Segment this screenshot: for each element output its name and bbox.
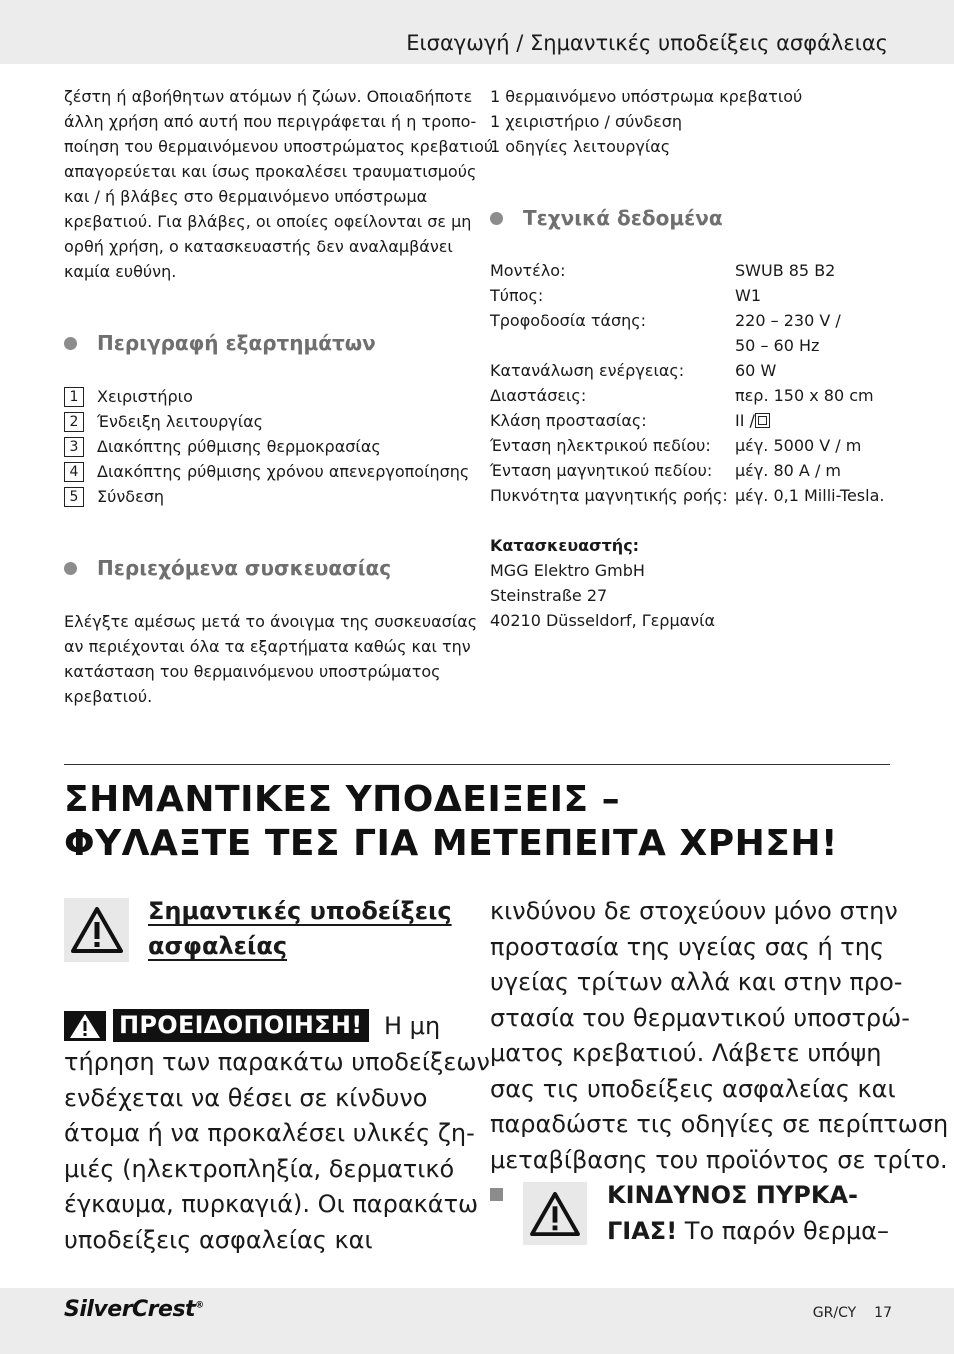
heading-line: ασφαλείας [148, 932, 288, 960]
text-line: Ελέγξτε αμέσως μετά το άνοιγμα της συσκευασίας [64, 612, 478, 631]
warning-text-start: Η μη [384, 1012, 441, 1040]
text-line: Steinstraße 27 [490, 586, 608, 605]
contents-list [490, 84, 802, 159]
text-line: άτομα ή να προκαλέσει υλικές ζη- [64, 1119, 475, 1147]
text-line: σας τις υποδείξεις ασφαλείας και [490, 1074, 896, 1103]
text-line: κατάσταση του θερμαινόμενου υποστρώματος [64, 662, 441, 681]
spec-key: Πυκνότητα μαγνητικής ροής: [490, 486, 728, 505]
spec-row [490, 458, 884, 483]
text-line: ματος κρεβατιού. Λάβετε υπόψη [490, 1039, 882, 1067]
country-code: GR/CY [812, 1305, 857, 1321]
package-paragraph [64, 609, 477, 709]
section-heading-package [64, 556, 391, 580]
part-label: Σύνδεση [97, 487, 165, 506]
section-heading-parts [64, 331, 376, 355]
text-line: άλλη χρήση από αυτή που περιγράφεται ή η τροπο- [64, 112, 477, 131]
spec-key: Τύπος: [490, 286, 544, 305]
text-line: ενδέχεται να θέσει σε κίνδυνο [64, 1083, 428, 1112]
warning-triangle-icon [529, 1191, 581, 1237]
fire-warning-text [607, 1178, 889, 1249]
text-line: παραδώστε τις οδηγίες σε περίπτωση [490, 1110, 949, 1138]
text-line: έγκαυμα, πυρκαγιά). Οι παρακάτω [64, 1190, 479, 1218]
spec-row [490, 283, 884, 308]
part-number-box: 2 [64, 412, 84, 432]
text-line: κρεβατιού. Για βλάβες, οι οποίες οφείλονται σε μη [64, 212, 472, 231]
warning-triangle-icon [70, 906, 124, 954]
list-item: 1 χειριστήριο / σύνδεση [490, 112, 683, 131]
warning-box [64, 898, 129, 962]
fire-warning-box [523, 1182, 587, 1245]
fire-warning-title: ΓΙΑΣ! [607, 1216, 678, 1245]
warning-triangle-icon [67, 1012, 103, 1040]
text-line: υγείας τρίτων αλλά και στην προ- [490, 968, 903, 996]
part-label: Διακόπτης ρύθμισης θερμοκρασίας [97, 437, 381, 456]
text-line: κινδύνου δε στοχεύουν μόνο στην [490, 897, 898, 925]
section-heading-tech [490, 206, 723, 230]
divider [64, 764, 890, 765]
fire-warning-title: ΚΙΝΔΥΝΟΣ ΠΥΡΚΑ- [607, 1181, 858, 1209]
part-label: Διακόπτης ρύθμισης χρόνου απενεργοποίησης [97, 462, 470, 481]
spec-key: Διαστάσεις: [490, 386, 587, 405]
text-line: Το παρόν θερμα– [684, 1216, 889, 1245]
warning-label: ΠΡΟΕΙΔΟΠΟΙΗΣΗ! [113, 1009, 369, 1042]
page-number: 17 [874, 1305, 892, 1321]
section-title: Τεχνικά δεδομένα [523, 206, 723, 230]
warning-badge [64, 1011, 106, 1041]
spec-key: Ένταση ηλεκτρικού πεδίου: [490, 436, 711, 455]
spec-value: μέγ. 5000 V / m [735, 436, 862, 455]
spec-row [490, 358, 884, 383]
spec-row [490, 333, 884, 358]
brand-name: SilverCrest [64, 1297, 196, 1322]
spec-value: μέγ. 80 A / m [735, 461, 842, 480]
section-title: Περιγραφή εξαρτημάτων [97, 331, 376, 355]
intro-paragraph [64, 84, 493, 284]
text-line: μιές (ηλεκτροπληξία, δερματικό [64, 1154, 455, 1183]
part-number-box: 5 [64, 487, 84, 507]
list-item [64, 459, 469, 484]
bullet-dot-icon [64, 337, 77, 350]
spec-value: II / [735, 411, 755, 430]
text-line: τήρηση των παρακάτω υποδείξεων [64, 1048, 490, 1076]
spec-key: Κλάση προστασίας: [490, 411, 647, 430]
spec-key: Ένταση μαγνητικού πεδίου: [490, 461, 713, 480]
text-line: απαγορεύεται και ίσως προκαλέσει τραυματισμούς [64, 162, 477, 181]
registered-mark: ® [195, 1300, 204, 1311]
spec-value: 220 – 230 V / [735, 311, 841, 330]
text-line: υποδείξεις ασφαλείας και [64, 1225, 373, 1254]
spec-value: περ. 150 x 80 cm [735, 386, 874, 405]
list-item: 1 οδηγίες λειτουργίας [490, 137, 671, 156]
square-bullet-icon [490, 1188, 503, 1201]
text-line: και / ή βλάβες στο θερμαινόμενο υπόστρωμα [64, 187, 428, 206]
bullet-dot-icon [64, 562, 77, 575]
spec-value: W1 [735, 286, 761, 305]
title-line: ΣΗΜΑΝΤΙΚΕΣ ΥΠΟΔΕΙΞΕΙΣ – [64, 779, 621, 820]
safety-paragraph-left [64, 1045, 490, 1258]
part-label: Χειριστήριο [97, 387, 193, 406]
page-title [64, 778, 838, 866]
text-line: ορθή χρήση, ο κατασκευαστής δεν αναλαμβάνει [64, 237, 453, 256]
spec-key: Κατανάλωση ενέργειας: [490, 361, 685, 380]
manufacturer-block [490, 533, 715, 633]
text-line: MGG Elektro GmbH [490, 561, 645, 580]
text-line: στασία του θερμαντικού υποστρώ- [490, 1003, 910, 1032]
page-header-title: Εισαγωγή / Σημαντικές υποδείξεις ασφάλειας [406, 31, 888, 55]
list-item [64, 384, 469, 409]
text-line: καμία ευθύνη. [64, 262, 177, 281]
spec-row [490, 258, 884, 283]
part-label: Ένδειξη λειτουργίας [97, 412, 264, 431]
list-item [64, 434, 469, 459]
spec-value: 60 W [735, 361, 777, 380]
spec-key: Τροφοδοσία τάσης: [490, 311, 647, 330]
tech-spec-table [490, 258, 884, 508]
text-line: ζέστη ή αβοήθητων ατόμων ή ζώων. Οποιαδήποτε [64, 87, 473, 106]
spec-row [490, 308, 884, 333]
safety-heading [148, 894, 452, 964]
spec-key [490, 333, 735, 358]
spec-value: SWUB 85 B2 [735, 261, 836, 280]
part-number-box: 3 [64, 437, 84, 457]
bullet-dot-icon [490, 212, 503, 225]
spec-key: Μοντέλο: [490, 261, 566, 280]
list-item [64, 484, 469, 509]
text-line: προστασία της υγείας σας ή της [490, 932, 885, 961]
text-line: 40210 Düsseldorf, Γερμανία [490, 611, 716, 630]
spec-value: 50 – 60 Hz [735, 336, 820, 355]
part-number-box: 4 [64, 462, 84, 482]
text-line: ποίηση του θερμαινόμενου υποστρώματος κρεβατιού [64, 137, 494, 156]
safety-paragraph-right [490, 894, 948, 1178]
spec-value: μέγ. 0,1 Milli-Tesla. [735, 486, 885, 505]
text-line: κρεβατιού. [64, 687, 153, 706]
part-number-box: 1 [64, 387, 84, 407]
double-insulation-icon [755, 413, 770, 428]
list-item: 1 θερμαινόμενο υπόστρωμα κρεβατιού [490, 87, 803, 106]
title-line: ΦΥΛΑΞΤΕ ΤΕΣ ΓΙΑ ΜΕΤΕΠΕΙΤΑ ΧΡΗΣΗ! [64, 823, 838, 864]
brand-logo [64, 1297, 204, 1322]
parts-list [64, 384, 469, 509]
text-line: μεταβίβασης του προϊόντος σε τρίτο. [490, 1145, 948, 1174]
footer-meta [813, 1305, 892, 1321]
list-item [64, 409, 469, 434]
spec-row [490, 483, 884, 508]
manufacturer-label: Κατασκευαστής: [490, 536, 640, 555]
heading-line: Σημαντικές υποδείξεις [148, 897, 452, 925]
section-title: Περιεχόμενα συσκευασίας [97, 556, 392, 580]
spec-row [490, 408, 884, 433]
text-line: αν περιέχονται όλα τα εξαρτήματα καθώς και την [64, 637, 471, 656]
spec-row [490, 383, 884, 408]
spec-row [490, 433, 884, 458]
